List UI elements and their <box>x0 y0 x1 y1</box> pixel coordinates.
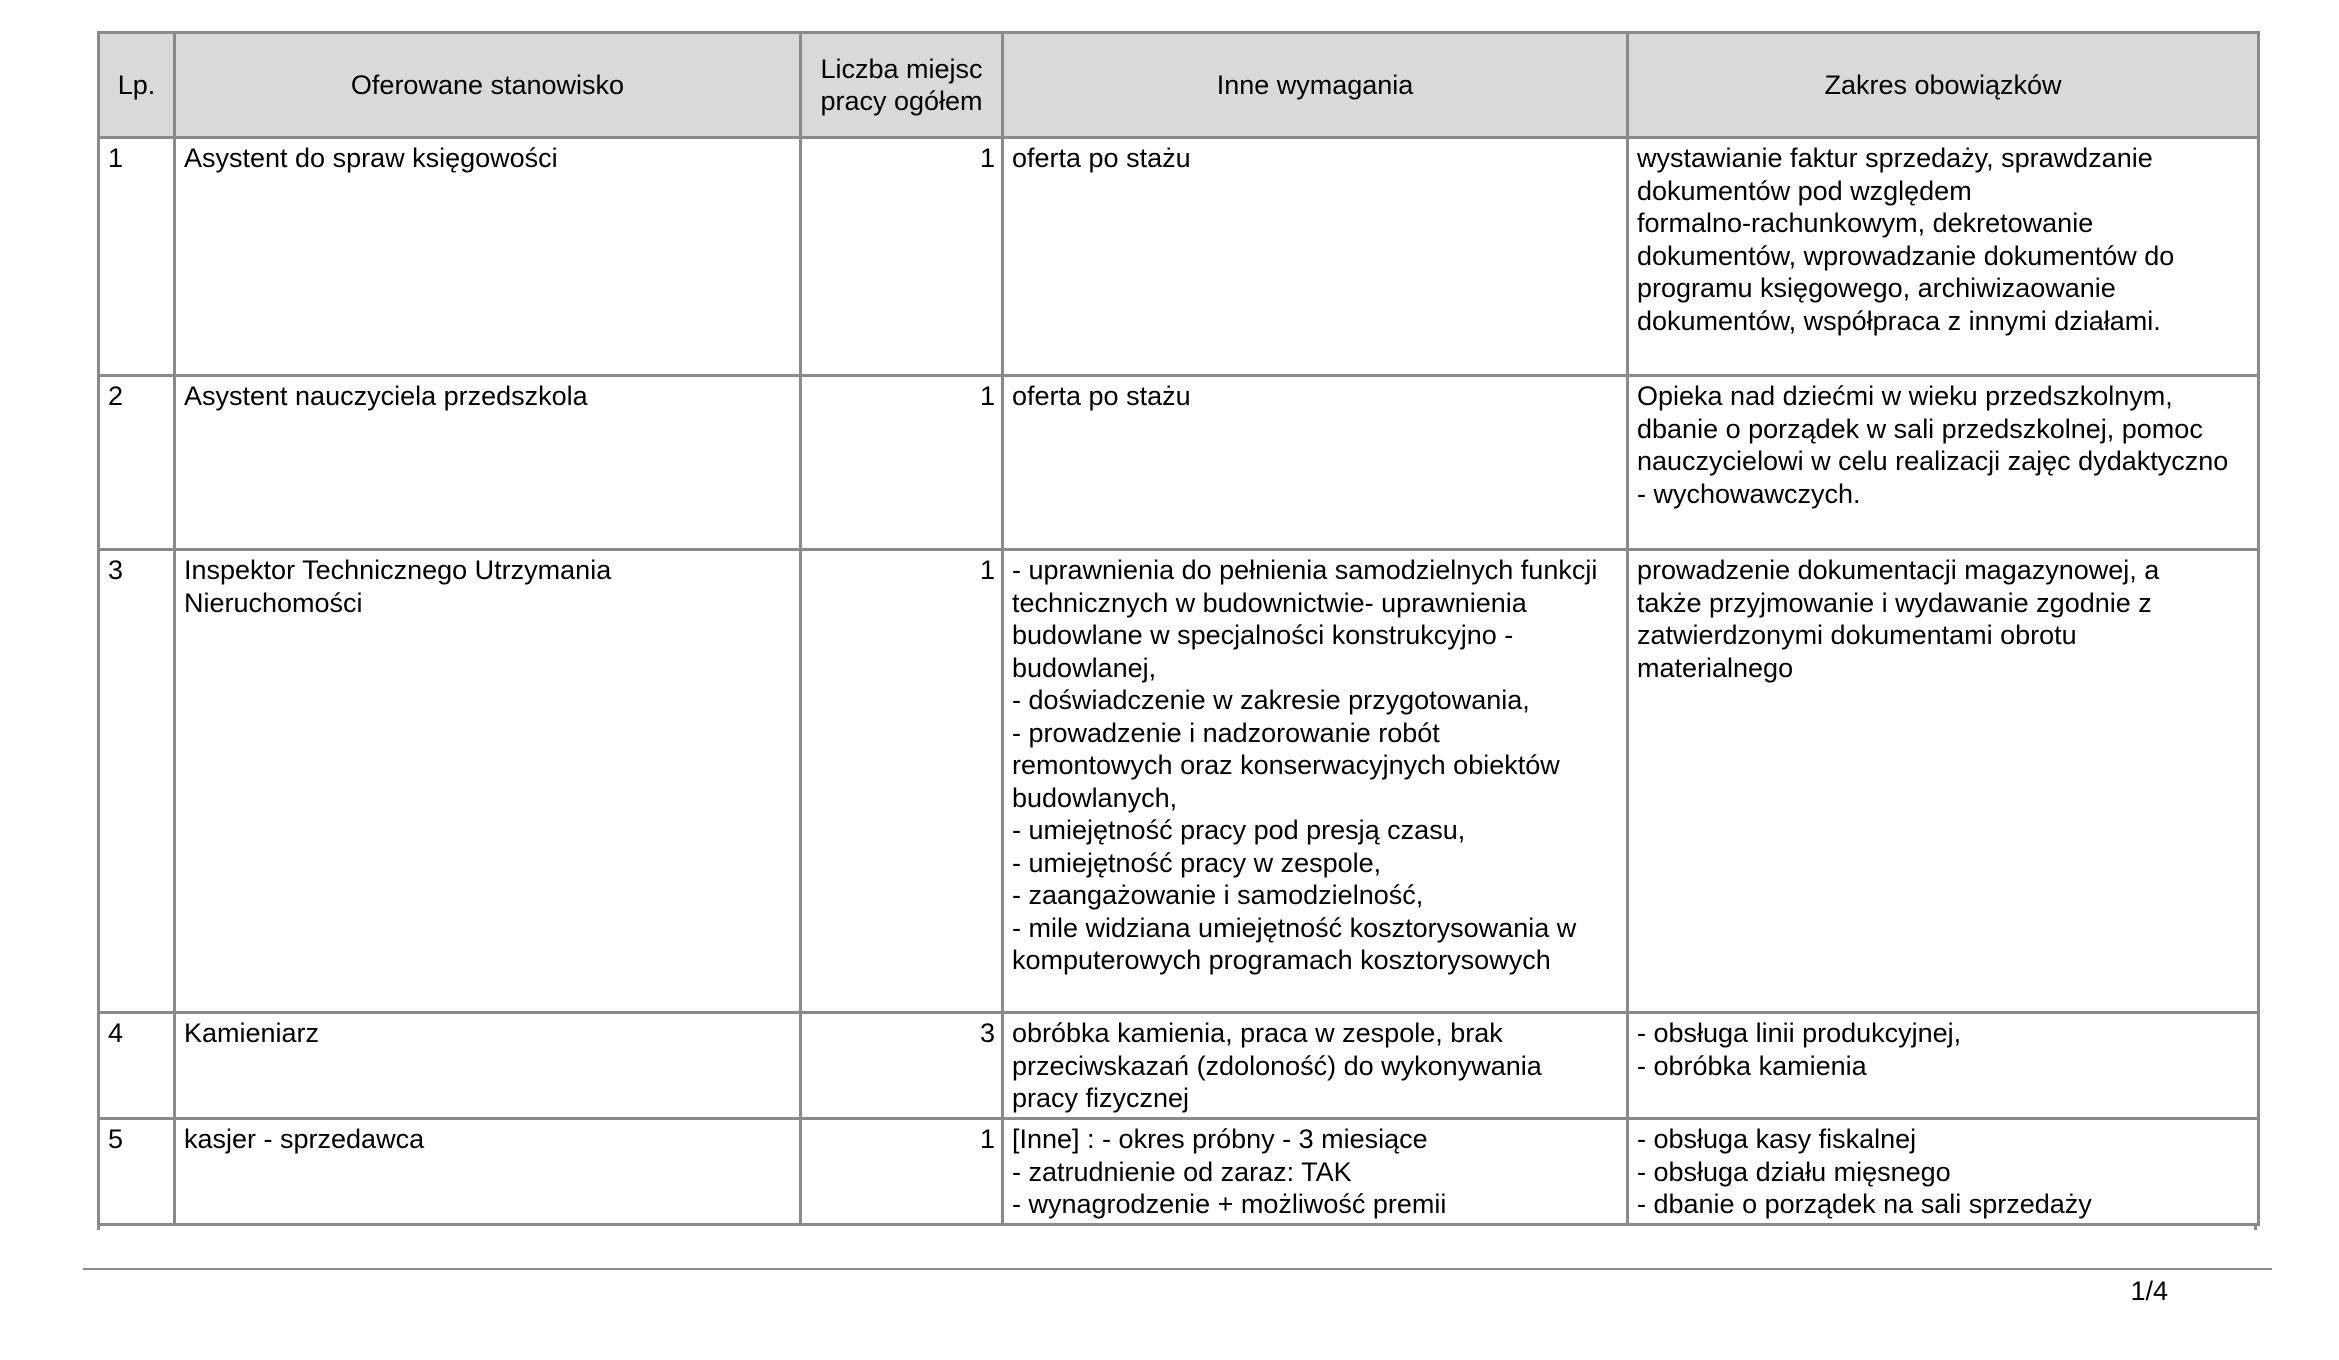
page-number: 1/4 <box>2130 1276 2168 1306</box>
duties-line: dokumentów, współpraca z innymi działami. <box>1637 305 2161 336</box>
header-lp: Lp. <box>99 33 175 138</box>
cell-requirements <box>1003 1013 1628 1119</box>
job-offers-table <box>97 31 2260 1226</box>
requirements-line: - mile widziana umiejętność kosztorysowania w <box>1012 912 1577 943</box>
header-count-line1: Liczba miejsc <box>820 53 983 84</box>
duties-line: także przyjmowanie i wydawanie zgodnie z <box>1637 587 2152 618</box>
duties-line: - obsługa działu mięsnego <box>1637 1156 1951 1187</box>
cell-position <box>175 1119 801 1225</box>
cell-lp-text: 5 <box>108 1124 124 1154</box>
requirements-line: - zatrudnienie od zaraz: TAK <box>1012 1156 1352 1187</box>
cell-position <box>175 1013 801 1119</box>
duties-line: dokumentów, wprowadzanie dokumentów do <box>1637 240 2175 271</box>
duties-line: nauczycielowi w celu realizacji zajęc dydaktyczno <box>1637 446 2229 476</box>
duties-line: materialnego <box>1637 652 1794 683</box>
cell-requirements <box>1003 1119 1628 1225</box>
header-count <box>801 33 1003 138</box>
position-line: Nieruchomości <box>184 587 363 618</box>
requirements-line: pracy fizycznej <box>1012 1083 1190 1113</box>
requirements-line: - prowadzenie i nadzorowanie robót <box>1012 717 1440 748</box>
cell-position <box>175 138 801 376</box>
requirements-line: oferta po stażu <box>1012 381 1191 411</box>
table-row <box>99 550 2259 1013</box>
cell-lp: 3 <box>99 550 175 1013</box>
cell-duties <box>1628 376 2259 550</box>
position-line: kasjer - sprzedawca <box>184 1124 425 1154</box>
duties-line: programu księgowego, archiwizaowanie <box>1637 273 2116 303</box>
cell-count: 1 <box>801 376 1003 550</box>
cell-lp: 4 <box>99 1013 175 1119</box>
cell-clip <box>1637 1123 2251 1223</box>
table-border-cut-right <box>2254 1224 2257 1230</box>
duties-line: - obsługa kasy fiskalnej <box>1637 1124 1917 1154</box>
header-duties: Zakres obowiązków <box>1628 33 2259 138</box>
requirements-line: [Inne] : - okres próbny - 3 miesiące <box>1012 1124 1428 1154</box>
requirements-line: remontowych oraz konserwacyjnych obiektów <box>1012 750 1560 780</box>
cell-clip <box>1012 1123 1620 1223</box>
header-requirements: Inne wymagania <box>1003 33 1628 138</box>
cell-count: 1 <box>801 138 1003 376</box>
table-row <box>99 138 2259 376</box>
requirements-line: - umiejętność pracy pod presją czasu, <box>1012 815 1466 845</box>
requirements-line: budowlanych, <box>1012 782 1178 813</box>
cell-requirements <box>1003 138 1628 376</box>
duties-line: Opieka nad dziećmi w wieku przedszkolnym, <box>1637 381 2173 411</box>
cell-lp: 2 <box>99 376 175 550</box>
table-row <box>99 1119 2259 1225</box>
cell-duties <box>1628 550 2259 1013</box>
requirements-line: przeciwskazań (zdoloność) do wykonywania <box>1012 1050 1542 1081</box>
duties-line: - obsługa linii produkcyjnej, <box>1637 1018 1962 1048</box>
cell-requirements <box>1003 550 1628 1013</box>
table-border-cut-left <box>97 1224 100 1230</box>
requirements-line: - zaangażowanie i samodzielność, <box>1012 880 1424 910</box>
requirements-line: budowlane w specjalności konstrukcyjno - <box>1012 620 1514 650</box>
position-line: Inspektor Technicznego Utrzymania <box>184 555 612 585</box>
requirements-line: obróbka kamienia, praca w zespole, brak <box>1012 1018 1503 1048</box>
cell-count: 1 <box>801 550 1003 1013</box>
duties-line: - wychowawczych. <box>1637 478 1861 509</box>
duties-line: prowadzenie dokumentacji magazynowej, a <box>1637 555 2160 585</box>
cell-lp: 1 <box>99 138 175 376</box>
requirements-line: oferta po stażu <box>1012 143 1191 173</box>
footer-divider <box>83 1268 2272 1270</box>
cell-clip <box>184 1123 793 1223</box>
requirements-line: - uprawnienia do pełnienia samodzielnych funkcji <box>1012 555 1598 585</box>
requirements-line: - umiejętność pracy w zespole, <box>1012 847 1382 878</box>
cell-duties <box>1628 138 2259 376</box>
table-row <box>99 1013 2259 1119</box>
cell-count-text: 1 <box>979 1124 995 1154</box>
cell-duties <box>1628 1119 2259 1225</box>
requirements-line: budowlanej, <box>1012 652 1157 683</box>
table-row <box>99 376 2259 550</box>
duties-line: dbanie o porządek w sali przedszkolnej, pomoc <box>1637 413 2203 444</box>
duties-line: - obróbka kamienia <box>1637 1050 1867 1081</box>
page-break-mask <box>90 1230 2270 1270</box>
header-position: Oferowane stanowisko <box>175 33 801 138</box>
position-line: Asystent nauczyciela przedszkola <box>184 381 588 411</box>
cell-duties <box>1628 1013 2259 1119</box>
duties-line: formalno-rachunkowym, dekretowanie <box>1637 208 2094 238</box>
requirements-line: technicznych w budownictwie- uprawnienia <box>1012 587 1527 618</box>
cell-position <box>175 376 801 550</box>
cell-lp <box>99 1119 175 1225</box>
cell-count: 3 <box>801 1013 1003 1119</box>
cell-requirements <box>1003 376 1628 550</box>
requirements-line: komputerowych programach kosztorysowych <box>1012 945 1551 975</box>
duties-line: - dbanie o porządek na sali sprzedaży <box>1637 1189 2092 1219</box>
duties-line: dokumentów pod względem <box>1637 175 1972 206</box>
cell-count <box>801 1119 1003 1225</box>
position-line: Kamieniarz <box>184 1018 320 1048</box>
table-header-row <box>99 33 2259 138</box>
requirements-line: - wynagrodzenie + możliwość premii <box>1012 1189 1447 1219</box>
duties-line: zatwierdzonymi dokumentami obrotu <box>1637 620 2077 650</box>
requirements-line: - doświadczenie w zakresie przygotowania, <box>1012 685 1530 715</box>
cell-position <box>175 550 801 1013</box>
duties-line: wystawianie faktur sprzedaży, sprawdzanie <box>1637 143 2153 173</box>
header-count-line2: pracy ogółem <box>820 86 983 116</box>
position-line: Asystent do spraw księgowości <box>184 143 558 173</box>
